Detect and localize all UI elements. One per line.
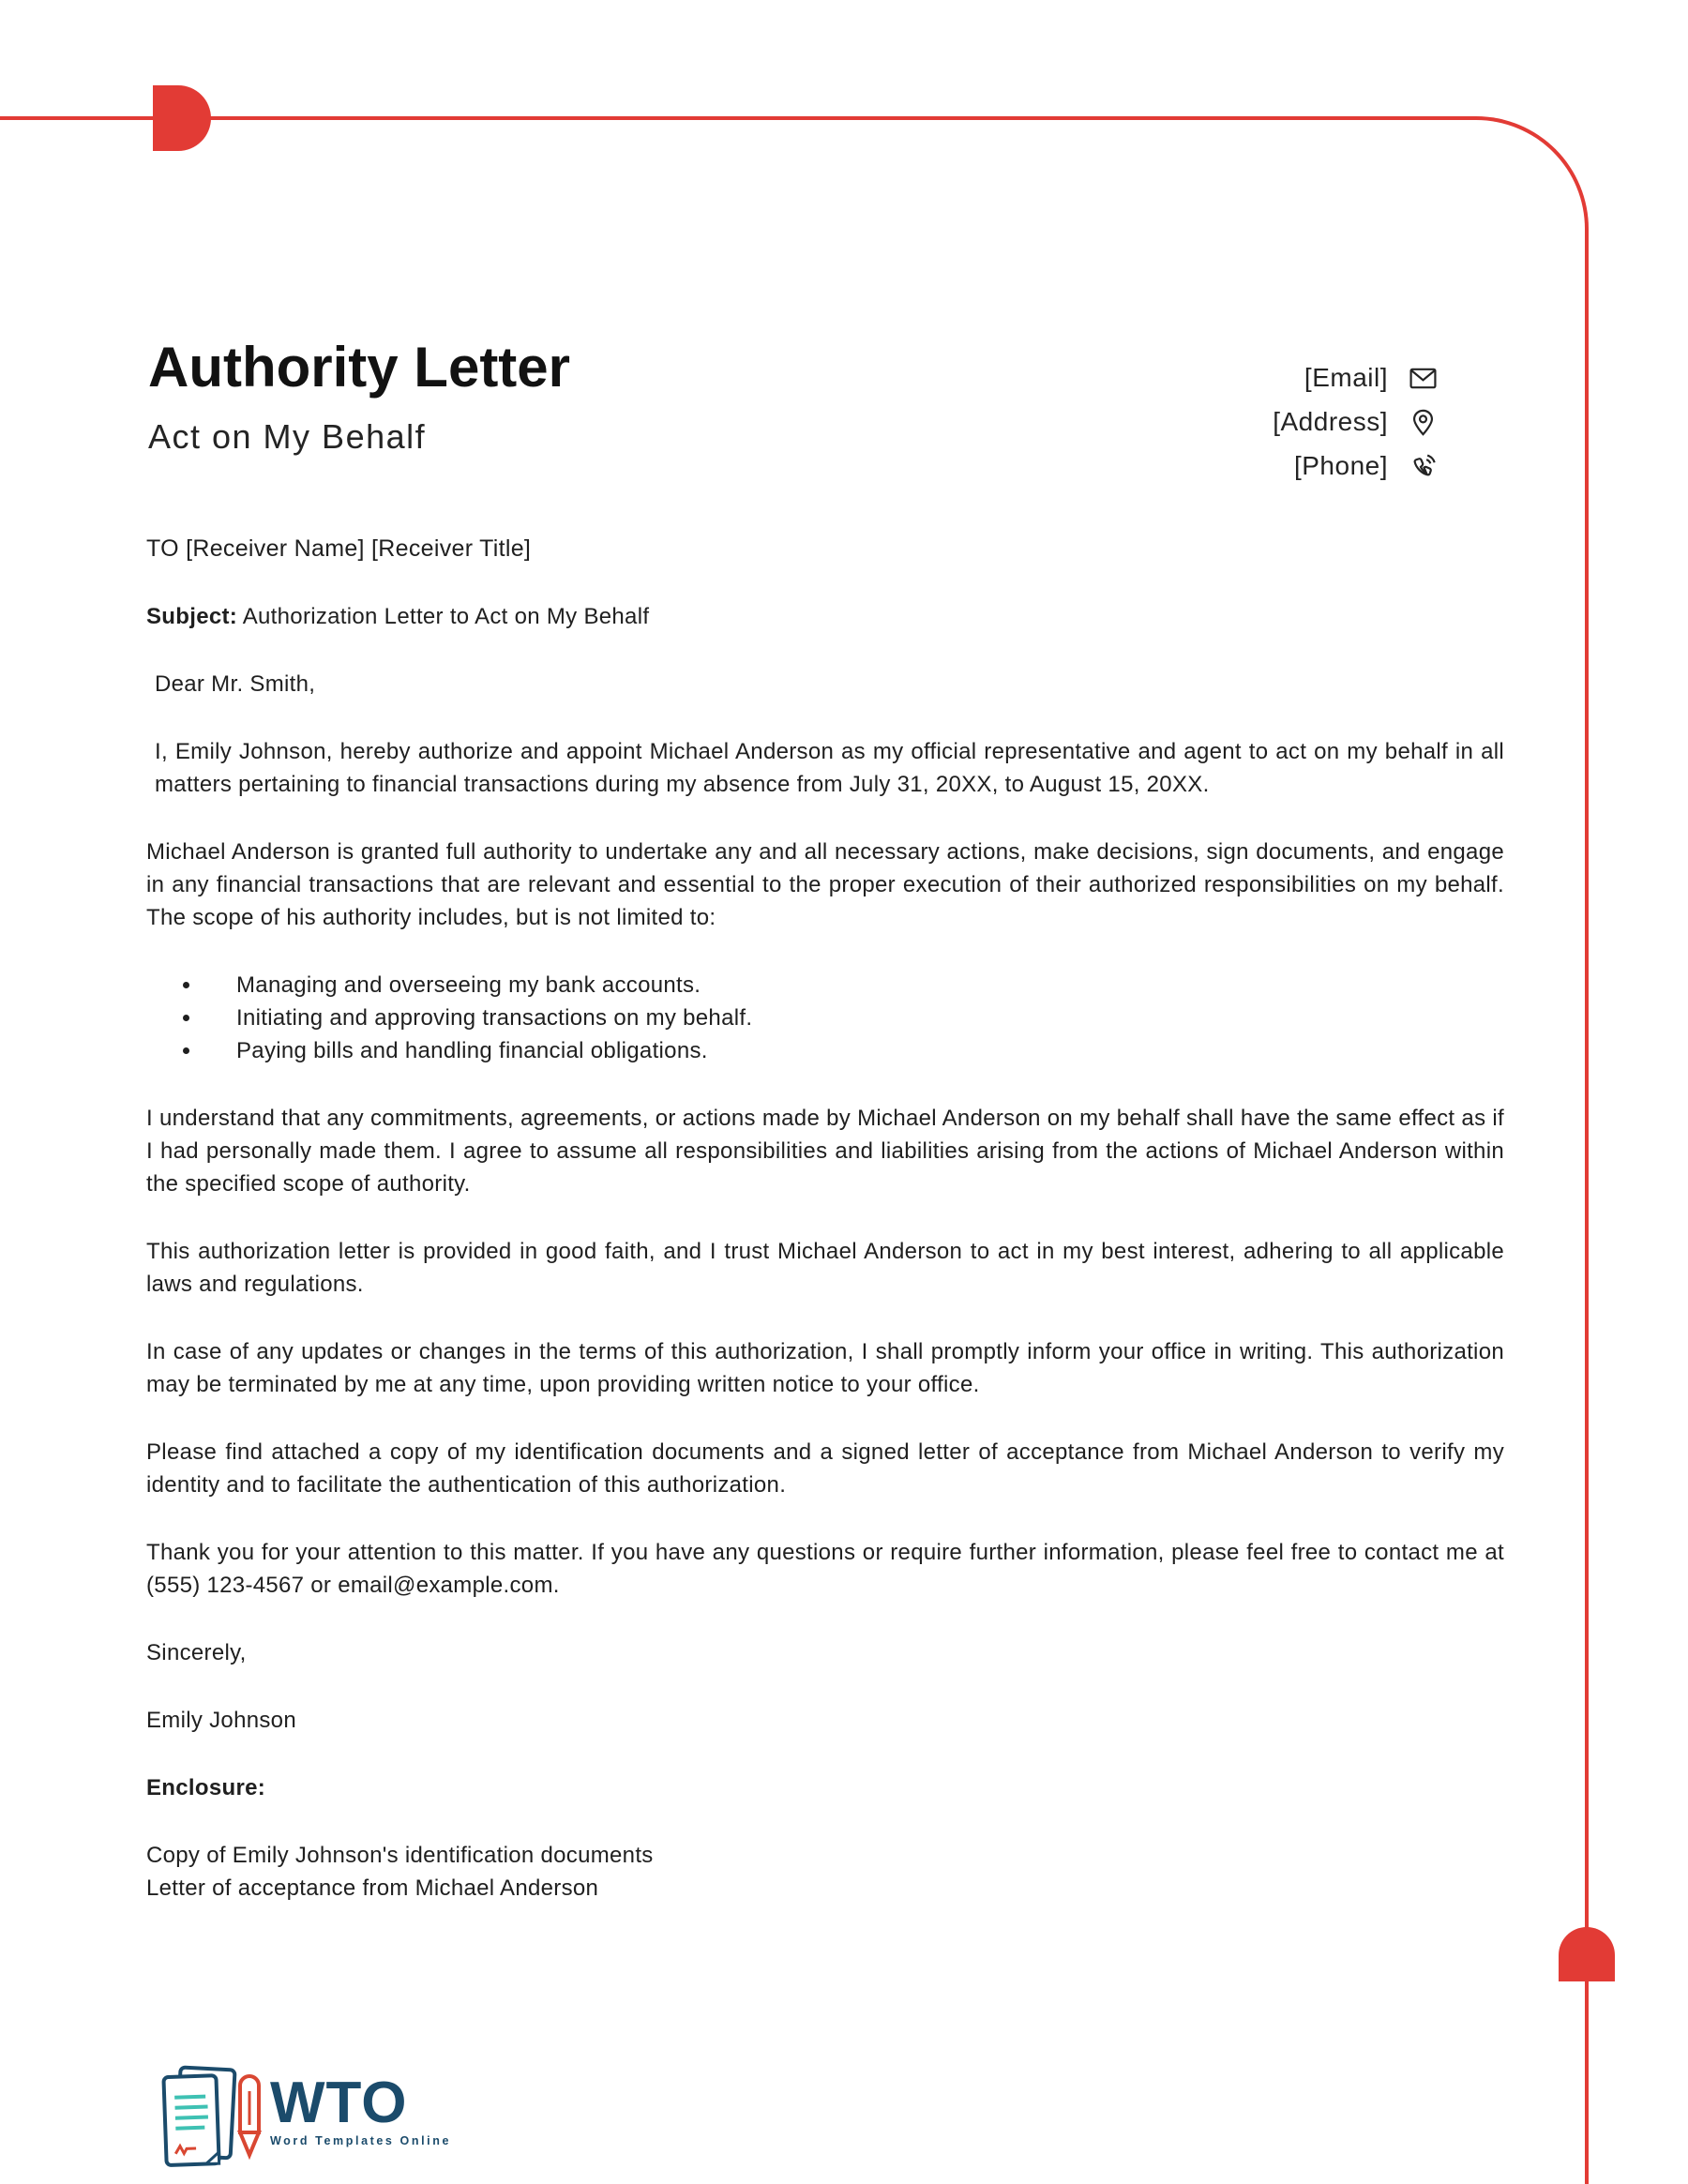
enclosure-label: Enclosure: xyxy=(146,1775,266,1800)
paragraph-liability: I understand that any commitments, agreements, or actions made by Michael Anderson on my behalf shall have the same effect as if I had personally made them. I agree to assume all responsibilities and liabilities arising from the actions of Michael Anderson within the specified scope of authority. xyxy=(146,1106,1504,1197)
paragraph-authorization: I, Emily Johnson, hereby authorize and appoint Michael Anderson as my official representative and agent to act on my behalf in all matters pertaining to financial transactions during my absence from July 31, 20XX, to August 15, 20XX. xyxy=(155,739,1504,797)
salutation: Dear Mr. Smith, xyxy=(155,671,316,697)
enclosure-item: Letter of acceptance from Michael Anderson xyxy=(146,1875,599,1901)
contact-row-email xyxy=(1304,362,1438,394)
address-placeholder: [Address] xyxy=(1273,407,1388,436)
to-line: TO [Receiver Name] [Receiver Title] xyxy=(146,535,532,562)
email-placeholder: [Email] xyxy=(1304,363,1388,392)
contact-block xyxy=(1273,362,1438,482)
paragraph-good-faith: This authorization letter is provided in good faith, and I trust Michael Anderson to act in my best interest, adhering to all applicable laws and regulations. xyxy=(146,1239,1504,1297)
contact-row-phone xyxy=(1294,450,1438,482)
scope-list xyxy=(146,969,1504,1067)
documents-pen-icon xyxy=(150,2063,264,2174)
list-item: • Managing and overseeing my bank accounts. xyxy=(203,969,1504,1002)
brand-tagline: Word Templates Online xyxy=(270,2134,452,2147)
enclosure-item: Copy of Emily Johnson's identification documents xyxy=(146,1843,654,1868)
closing: Sincerely, xyxy=(146,1640,247,1665)
list-item: • Initiating and approving transactions on my behalf. xyxy=(203,1002,1504,1034)
letter-body xyxy=(146,533,1504,1905)
contact-row-address xyxy=(1273,406,1438,438)
location-pin-icon xyxy=(1409,408,1438,437)
paragraph-attachments: Please find attached a copy of my identification documents and a signed letter of acceptance from Michael Anderson to verify my identity and to facilitate the authentication of this authorization. xyxy=(146,1439,1504,1498)
right-border-knob xyxy=(1559,1927,1615,1981)
signature-name: Emily Johnson xyxy=(146,1708,296,1733)
list-item: • Paying bills and handling financial obligations. xyxy=(203,1034,1504,1067)
left-border-knob xyxy=(153,85,211,151)
phone-placeholder: [Phone] xyxy=(1293,451,1388,480)
paragraph-thanks: Thank you for your attention to this matter. If you have any questions or require further information, please feel free to contact me at (555) 123-4567 or email@example.com. xyxy=(146,1540,1504,1598)
page-title: Authority Letter xyxy=(148,336,570,399)
paragraph-updates: In case of any updates or changes in the terms of this authorization, I shall promptly inform your office in writing. This authorization may be terminated by me at any time, upon providing written notice to your office. xyxy=(146,1339,1504,1397)
wto-logo xyxy=(150,2063,451,2174)
subject-line xyxy=(146,600,1504,633)
enclosure-list xyxy=(146,1839,1504,1905)
brand-name: WTO xyxy=(270,2071,408,2135)
subject-label: Subject: xyxy=(146,604,238,629)
paragraph-scope: Michael Anderson is granted full authority to undertake any and all necessary actions, make decisions, sign documents, and engage in any financial transactions that are relevant and essential to the proper execution of their authorized responsibilities on my behalf. The scope of his authority includes, but is not limited to: xyxy=(146,839,1504,930)
header xyxy=(148,338,570,456)
phone-icon xyxy=(1409,452,1438,481)
envelope-icon xyxy=(1409,364,1438,393)
subject-text: Authorization Letter to Act on My Behalf xyxy=(237,604,650,629)
page-subtitle: Act on My Behalf xyxy=(148,417,427,456)
